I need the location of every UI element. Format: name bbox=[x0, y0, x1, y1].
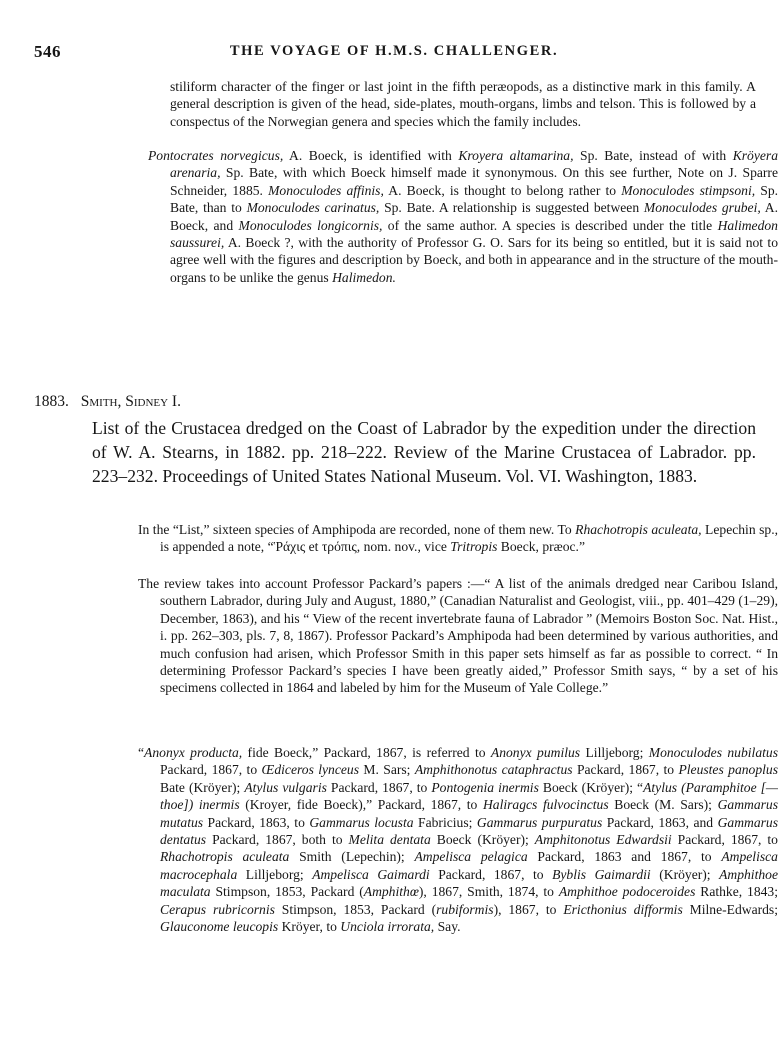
text-run: Smith (Lepechin); bbox=[289, 849, 415, 865]
italic-text-run: Haliragcs fulvocinctus bbox=[482, 797, 609, 813]
italic-text-run: Monoculodes nubilatus bbox=[648, 745, 778, 760]
italic-text-run: rubiformis bbox=[436, 901, 494, 917]
italic-text-run: Gammarus mutatus bbox=[160, 797, 778, 830]
text-run: Boeck (M. Sars); bbox=[608, 797, 718, 813]
italic-text-run: Gammarus purpuratus bbox=[476, 814, 603, 830]
italic-text-run: Gammarus locusta bbox=[309, 814, 414, 830]
italic-text-run: Unciola irrorata, bbox=[340, 919, 435, 935]
italic-text-run: Rhachotropis aculeata bbox=[160, 849, 290, 865]
text-run: Lilljeborg; bbox=[580, 745, 649, 760]
review-paragraph bbox=[138, 575, 778, 697]
italic-text-run: Gammarus dentatus bbox=[160, 814, 778, 848]
entry-author: Smith, Sidney I. bbox=[80, 393, 181, 410]
text-run: Packard, 1867, to bbox=[326, 779, 432, 795]
text-run: Say. bbox=[434, 919, 461, 935]
text-run: fide Boeck,” Packard, 1867, is referred to bbox=[242, 745, 491, 760]
text-run: Packard, 1863 and 1867, to bbox=[527, 849, 722, 865]
text-run: Boeck (Kröyer); bbox=[430, 832, 535, 848]
italic-text-run: Monoculodes stimpsoni, bbox=[621, 182, 756, 198]
text-run: Bate (Kröyer); bbox=[160, 779, 245, 795]
italic-text-run: Atylus vulgaris bbox=[244, 779, 327, 795]
text-run: M. Sars; bbox=[359, 762, 415, 778]
text-run: Boeck (Kröyer); “ bbox=[538, 779, 644, 795]
text-run: Packard, 1867, to bbox=[572, 762, 679, 778]
italic-text-run: Ericthonius difformis bbox=[563, 901, 683, 917]
text-run: Stimpson, 1853, Packard ( bbox=[274, 901, 437, 917]
italic-text-run: Pontocrates norvegicus, bbox=[148, 148, 284, 163]
text-run: (Kroyer, fide Boeck),” Packard, 1867, to bbox=[239, 797, 483, 813]
text-run: Packard, 1867, to bbox=[429, 866, 553, 882]
text-run: stiliform character of the finger or last joint in the fifth peræopods, as a distinctive mark in this family. A general description is given of the head, side-plates, mouth-organs, limbs and telson. This is followed by a conspectus of the Norwegian genera and species which the family includes. bbox=[170, 79, 756, 129]
text-run: (Kröyer); bbox=[650, 866, 720, 882]
italic-text-run: Halimedon saussurei, bbox=[170, 217, 778, 251]
text-run: Boeck, præoc.” bbox=[497, 539, 585, 555]
text-run: Stimpson, 1853, Packard ( bbox=[210, 884, 364, 900]
text-run: In the “List,” sixteen species of Amphipoda are recorded, none of them new. To bbox=[138, 522, 576, 537]
continuation-paragraph bbox=[170, 78, 756, 130]
page-header bbox=[34, 42, 754, 66]
text-run: Milne-Edwards; bbox=[682, 901, 778, 917]
running-title: THE VOYAGE OF H.M.S. CHALLENGER. bbox=[229, 43, 559, 59]
italic-text-run: Melita dentata bbox=[348, 832, 431, 848]
italic-text-run: Anonyx producta, bbox=[144, 745, 243, 760]
italic-text-run: Pontogenia inermis bbox=[431, 779, 539, 795]
italic-text-run: Œdiceros lynceus bbox=[261, 762, 360, 778]
page-number: 546 bbox=[34, 42, 61, 61]
italic-text-run: Rhachotropis aculeata, bbox=[575, 522, 702, 537]
italic-text-run: Monoculodes carinatus, bbox=[246, 200, 380, 216]
italic-text-run: Glauconome leucopis bbox=[160, 919, 279, 935]
italic-text-run: Monoculodes grubei, bbox=[643, 200, 761, 216]
italic-text-run: Amphitonotus Edwardsii bbox=[534, 832, 672, 848]
italic-text-run: Kroyera altamarina, bbox=[458, 148, 574, 163]
text-run: “ bbox=[138, 745, 145, 760]
italic-text-run: Kröyera arenaria, bbox=[170, 148, 778, 181]
text-run: Sp. Bate, with which Boeck himself made it synonymous. On this see further, Note on J. Sparre Schneider, 1885. bbox=[170, 165, 778, 198]
text-run: Fabricius; bbox=[413, 814, 477, 830]
italic-text-run: Ampelisca pelagica bbox=[414, 849, 528, 865]
text-run: Packard, 1867, to bbox=[160, 762, 262, 778]
anonyx-paragraph bbox=[138, 744, 778, 935]
text-run: Sp. Bate. A relationship is suggested between bbox=[379, 200, 644, 216]
italic-text-run: Amphithœ bbox=[363, 884, 419, 900]
entry-title: List of the Crustacea dredged on the Coast of Labrador by the expedition under the direction of W. A. Stearns, in 1882. pp. 218–222. Review of the Marine Crustacea of Labrador. pp. 223–232. Proceedings of United States National Museum. Vol. VI. Washington, 1883. bbox=[92, 418, 756, 486]
text-run: ), 1867, to bbox=[493, 901, 564, 917]
text-run: of the same author. A species is described under the title bbox=[382, 217, 718, 233]
text-run: A. Boeck, is thought to belong rather to bbox=[383, 182, 622, 198]
text-run: Packard, 1867, to bbox=[671, 832, 778, 848]
text-run: Packard, 1863, to bbox=[203, 814, 310, 830]
text-run: A. Boeck ?, with the authority of Professor G. O. Sars for its being so entitled, but it is said not to agree well with the figures and description by Boeck, and both in appearance and in the structure of the mouth-organs to be unlike the genus bbox=[170, 235, 778, 285]
italic-text-run: Ampelisca macrocephala bbox=[160, 849, 778, 882]
text-run: Sp. Bate, than to bbox=[170, 182, 778, 216]
entry-year: 1883. bbox=[34, 393, 69, 410]
text-run: Lepechin sp., is appended a note, “Ῥάχις et τρόπις, nom. nov., vice bbox=[160, 522, 778, 555]
text-run: Packard, 1867, both to bbox=[206, 832, 349, 848]
italic-text-run: Cerapus rubricornis bbox=[160, 901, 275, 917]
italic-text-run: Halimedon. bbox=[332, 269, 396, 285]
entry-heading bbox=[34, 393, 181, 411]
italic-text-run: Anonyx pumilus bbox=[490, 745, 581, 760]
text-run: Sp. Bate, instead of with bbox=[573, 148, 733, 163]
italic-text-run: Amphithonotus cataphractus bbox=[414, 762, 573, 778]
text-run: ), 1867, Smith, 1874, to bbox=[418, 884, 559, 900]
text-run: Lilljeborg; bbox=[237, 866, 313, 882]
text-run: A. Boeck, is identified with bbox=[283, 148, 459, 163]
text-run: Rathke, 1843; bbox=[695, 884, 778, 900]
italic-text-run: Byblis Gaimardii bbox=[552, 866, 651, 882]
italic-text-run: Monoculodes affinis, bbox=[268, 182, 384, 198]
text-run: Packard, 1863, and bbox=[602, 814, 718, 830]
italic-text-run: Monoculodes longicornis, bbox=[238, 217, 383, 233]
text-run: Kröyer, to bbox=[278, 919, 341, 935]
italic-text-run: Tritropis bbox=[450, 539, 498, 555]
italic-text-run: Ampelisca Gaimardi bbox=[312, 866, 430, 882]
pontocrates-paragraph bbox=[148, 147, 778, 286]
text-run: The review takes into account Professor Packard’s papers :—“ A list of the animals dredged near Caribou Island, southern Labrador, during July and August, 1880,” (Canadian Naturalist and Geologist, viii., pp. 401–429 (1–29), December, 1863), and his “ View of the recent invertebrate fauna of Labrador ” (Memoirs Boston Soc. Nat. Hist., i. pp. 262–303, pls. 7, 8, 1867). Professor Packard’s Amphipoda had been determined by various authorities, and much confusion had arisen, which Professor Smith in this paper sets himself as far as possible to correct. “ In determining Professor Packard’s species I have been greatly aided,” Professor Smith says, “ by a set of his specimens collected in 1864 and labeled by him for the Museum of Yale College.” bbox=[138, 576, 778, 696]
italic-text-run: Amphithoe maculata bbox=[160, 866, 778, 900]
list-paragraph bbox=[138, 521, 778, 556]
italic-text-run: Amphithoe podoceroides bbox=[558, 884, 696, 900]
italic-text-run: Atylus (Paramphitoe [—thoe]) inermis bbox=[160, 779, 778, 813]
text-run: A. Boeck, and bbox=[170, 200, 778, 233]
italic-text-run: Pleustes panoplus bbox=[678, 762, 778, 778]
